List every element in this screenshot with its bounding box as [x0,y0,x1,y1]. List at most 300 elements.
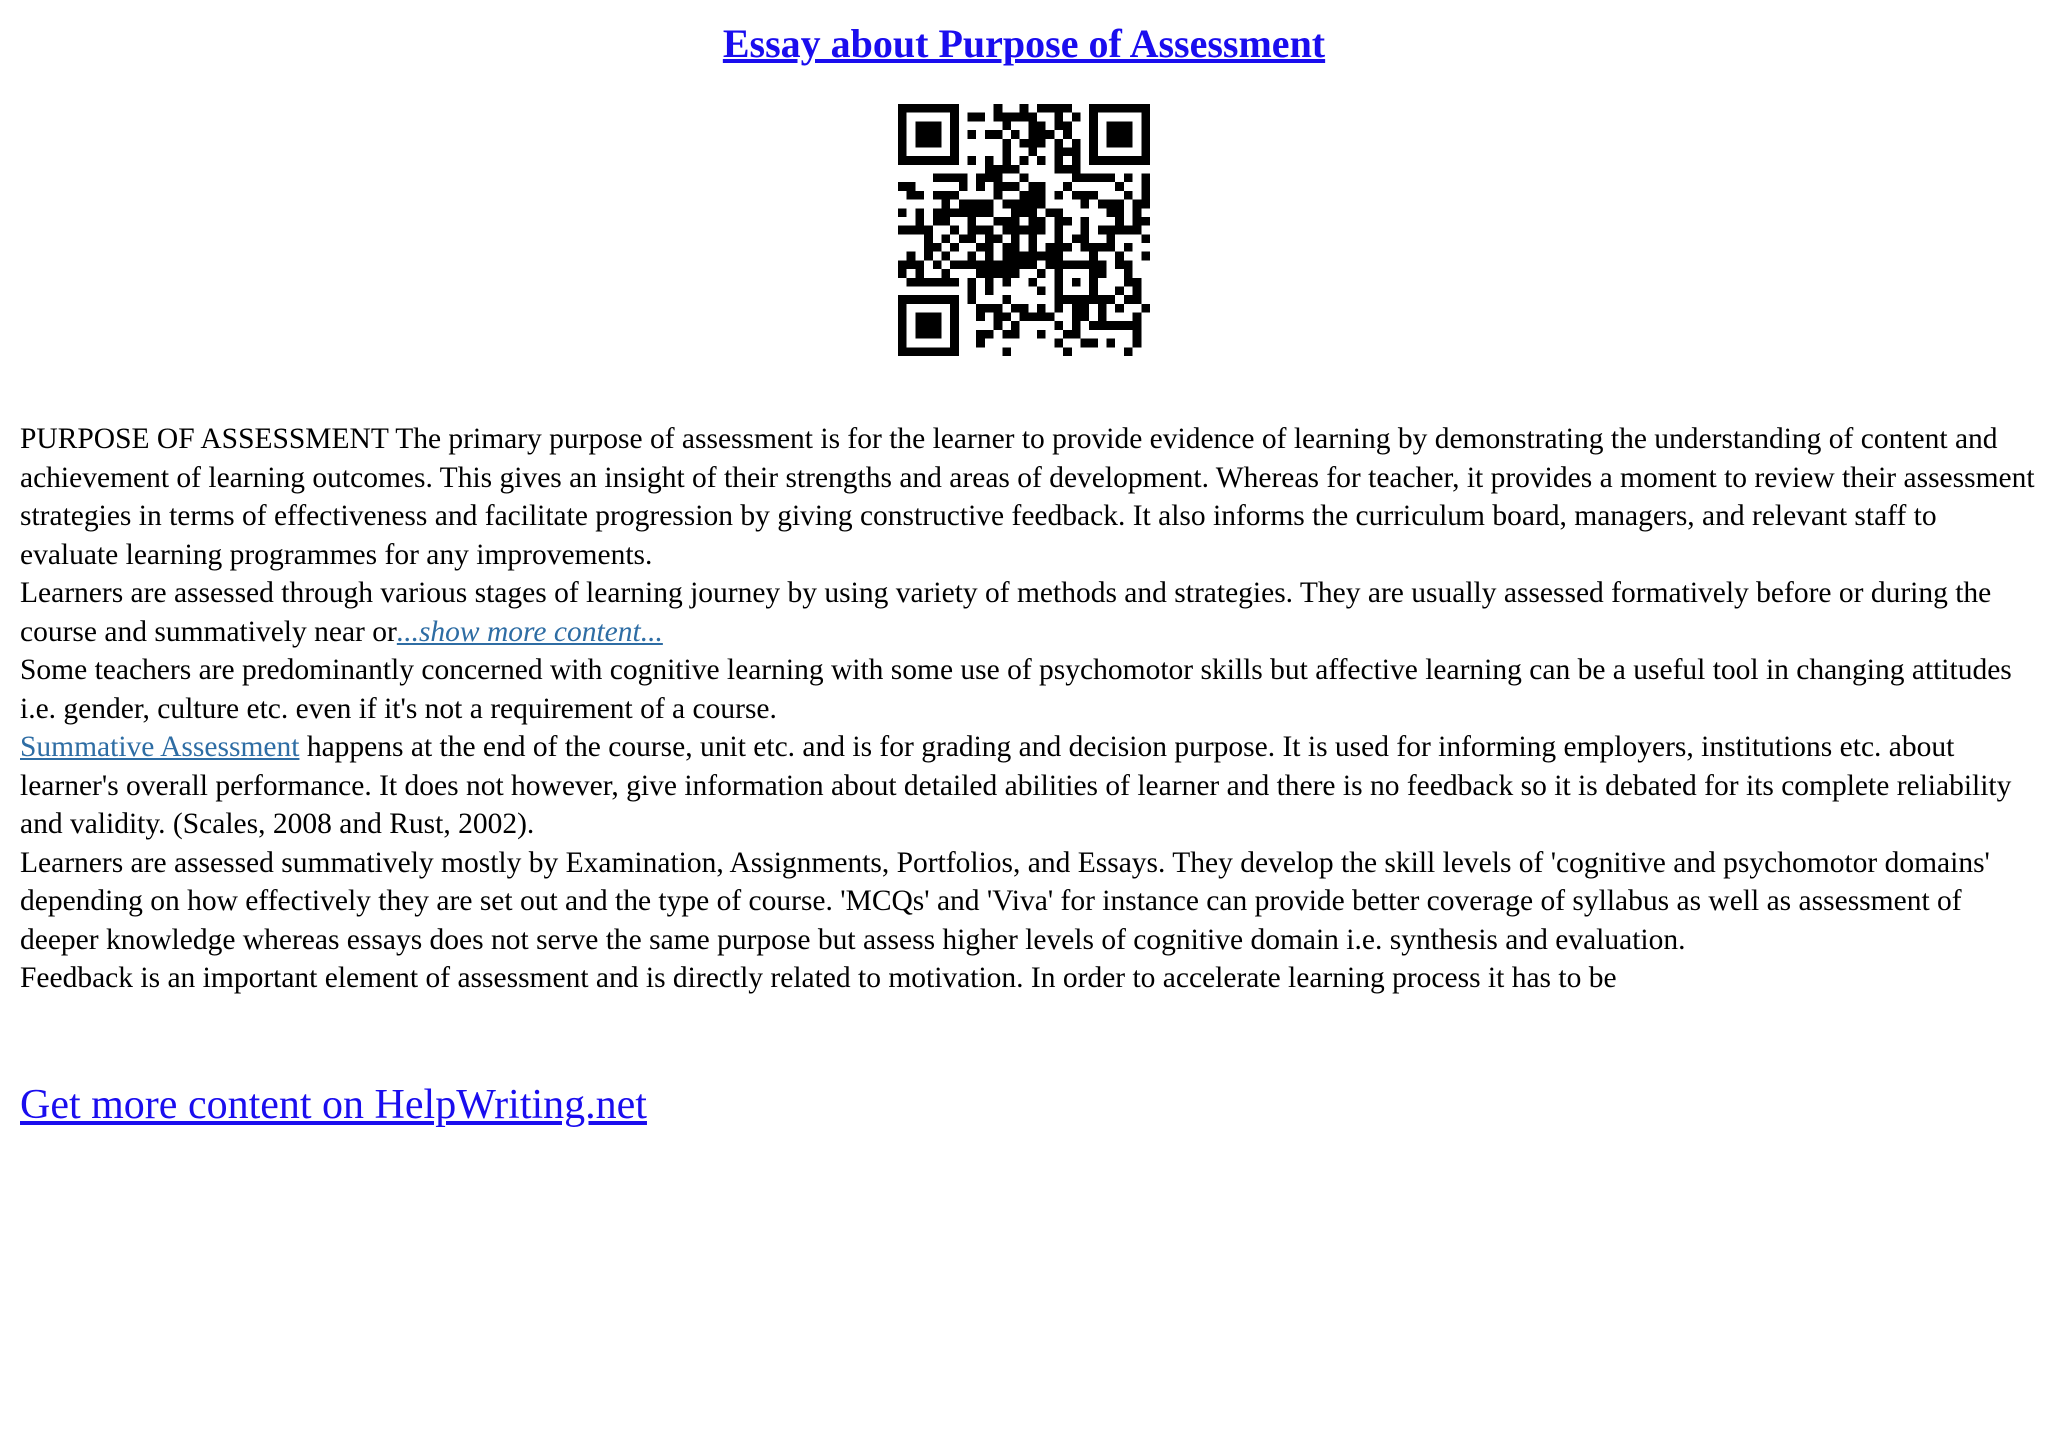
qr-module [1002,295,1011,304]
qr-module [1089,295,1098,304]
qr-module [915,321,924,330]
paragraph-purpose [20,420,2040,574]
qr-module [1072,295,1081,304]
qr-module [1107,104,1116,113]
qr-module [1002,113,1011,122]
qr-module [933,295,942,304]
qr-module [1133,208,1142,217]
qr-module [1133,156,1142,165]
qr-module [1107,156,1116,165]
qr-module [1011,304,1020,313]
qr-module [994,321,1003,330]
qr-module [1141,174,1150,183]
qr-module [1098,321,1107,330]
qr-module [1072,113,1081,122]
qr-module [1028,182,1037,191]
qr-module [898,130,907,139]
qr-module [1002,200,1011,209]
qr-module [994,269,1003,278]
qr-module [1002,243,1011,252]
qr-module [959,208,968,217]
qr-module [1002,226,1011,235]
qr-module [1054,304,1063,313]
qr-module [976,200,985,209]
qr-module [898,260,907,269]
qr-module [994,260,1003,269]
qr-module [1124,139,1133,148]
qr-module [950,347,959,356]
get-more-content-link[interactable]: Get more content on HelpWriting.net [20,1082,647,1128]
qr-module [1037,304,1046,313]
qr-module [933,121,942,130]
qr-module [1020,260,1029,269]
qr-module [1141,147,1150,156]
qr-module [1037,252,1046,261]
qr-module [994,191,1003,200]
qr-module [1002,217,1011,226]
qr-module [950,121,959,130]
qr-module [1020,313,1029,322]
qr-module [1028,121,1037,130]
qr-module [985,174,994,183]
qr-module [941,200,950,209]
qr-module [1037,121,1046,130]
qr-module [1089,156,1098,165]
footer [20,1078,647,1132]
qr-module [1037,200,1046,209]
qr-module [950,147,959,156]
qr-module [985,286,994,295]
qr-module [1020,252,1029,261]
qr-module [1115,104,1124,113]
qr-module [985,260,994,269]
qr-module [1046,252,1055,261]
qr-module [994,304,1003,313]
paragraph-stages [20,574,2040,651]
qr-module [1124,226,1133,235]
qr-module [976,113,985,122]
qr-module [1002,347,1011,356]
show-more-link[interactable]: ...show more content... [396,615,663,648]
qr-module [1089,191,1098,200]
qr-module [950,330,959,339]
qr-module [1054,104,1063,113]
qr-module [941,234,950,243]
qr-module [898,226,907,235]
qr-module [1063,295,1072,304]
qr-module [1141,234,1150,243]
qr-module [994,234,1003,243]
qr-module [1046,313,1055,322]
paragraph-methods [20,844,2040,960]
qr-module [933,139,942,148]
qr-module [1020,174,1029,183]
qr-module [924,139,933,148]
qr-module [1141,121,1150,130]
qr-module [1028,139,1037,148]
paragraph-cognitive [20,651,2040,728]
qr-module [933,191,942,200]
qr-module [1028,130,1037,139]
qr-module [1054,321,1063,330]
qr-module [1011,243,1020,252]
qr-module [1011,130,1020,139]
qr-module [898,104,907,113]
qr-module [1054,278,1063,287]
qr-module [1124,130,1133,139]
qr-module [1141,156,1150,165]
qr-module [994,165,1003,174]
qr-module [933,260,942,269]
qr-module [1107,200,1116,209]
qr-module [1002,313,1011,322]
qr-module [1098,104,1107,113]
qr-module [959,234,968,243]
qr-module [1124,278,1133,287]
qr-module [1124,269,1133,278]
qr-module [1011,321,1020,330]
qr-module [1063,347,1072,356]
qr-module [1072,147,1081,156]
qr-module [1002,278,1011,287]
qr-module [898,156,907,165]
qr-module [1080,191,1089,200]
qr-module [976,304,985,313]
qr-module [1080,217,1089,226]
qr-module [1011,260,1020,269]
qr-module [1063,121,1072,130]
qr-module [1124,174,1133,183]
qr-module [1072,234,1081,243]
qr-module [1115,217,1124,226]
qr-module [1037,182,1046,191]
qr-module [915,104,924,113]
qr-module [950,130,959,139]
qr-module [915,208,924,217]
qr-module [924,121,933,130]
qr-module [1098,269,1107,278]
qr-module [1089,104,1098,113]
qr-module [898,113,907,122]
title-link[interactable]: Essay about Purpose of Assessment [722,21,1326,66]
qr-module [1098,200,1107,209]
qr-module [1133,226,1142,235]
qr-module [950,226,959,235]
qr-module [915,226,924,235]
qr-module [907,104,916,113]
qr-module [1054,208,1063,217]
qr-module [1020,208,1029,217]
qr-module [941,252,950,261]
qr-module [1054,217,1063,226]
qr-module [1072,278,1081,287]
qr-module [1011,217,1020,226]
qr-module [1028,200,1037,209]
qr-module [1107,121,1116,130]
qr-module [1002,121,1011,130]
qr-module [1063,182,1072,191]
qr-module [1115,182,1124,191]
qr-module [1115,121,1124,130]
qr-module [1028,113,1037,122]
qr-module [924,321,933,330]
qr-module [1037,156,1046,165]
qr-module [907,226,916,235]
qr-module [985,304,994,313]
qr-module [1037,286,1046,295]
qr-module [1011,165,1020,174]
qr-module [898,182,907,191]
qr-module [985,269,994,278]
qr-module [1002,330,1011,339]
qr-module [915,260,924,269]
qr-module [1072,313,1081,322]
qr-module [907,182,916,191]
qr-module [907,295,916,304]
qr-module [924,330,933,339]
qr-module [950,313,959,322]
qr-module [1089,260,1098,269]
qr-module [1037,330,1046,339]
qr-module [1054,252,1063,261]
qr-module [1011,113,1020,122]
qr-module [1098,226,1107,235]
qr-module [1054,113,1063,122]
qr-module [968,156,977,165]
qr-module [985,330,994,339]
qr-module [1133,313,1142,322]
qr-module [898,269,907,278]
qr-module [933,313,942,322]
qr-module [1089,147,1098,156]
qr-module [1011,252,1020,261]
qr-module [1133,278,1142,287]
qr-module [1080,226,1089,235]
qr-module [950,208,959,217]
qr-module [915,269,924,278]
qr-module [1002,165,1011,174]
qr-module [1054,165,1063,174]
qr-module [1098,313,1107,322]
qr-module [976,313,985,322]
qr-module [1080,200,1089,209]
qr-module [1020,113,1029,122]
qr-module [1028,217,1037,226]
qr-module [950,113,959,122]
qr-module [924,156,933,165]
page-title [0,18,2048,70]
qr-module [1089,121,1098,130]
qr-module [915,156,924,165]
qr-module [1054,121,1063,130]
qr-module [898,313,907,322]
qr-module [985,226,994,235]
qr-module [1107,208,1116,217]
qr-module [915,130,924,139]
qr-module [907,347,916,356]
qr-module [968,234,977,243]
qr-module [933,174,942,183]
qr-module [924,243,933,252]
qr-module [1020,226,1029,235]
qr-module [1054,286,1063,295]
qr-module [1002,252,1011,261]
qr-module [1115,156,1124,165]
qr-module [933,243,942,252]
qr-module [898,295,907,304]
qr-module [976,269,985,278]
qr-module [1089,278,1098,287]
qr-module [968,226,977,235]
qr-module [968,217,977,226]
qr-module [1080,260,1089,269]
qr-module [1080,313,1089,322]
qr-module [907,278,916,287]
qr-module [1115,130,1124,139]
qr-module [1098,174,1107,183]
qr-module [1115,260,1124,269]
qr-module [924,226,933,235]
qr-module [968,260,977,269]
qr-module [915,191,924,200]
qr-module [933,347,942,356]
qr-module [924,252,933,261]
paragraph-text: Learners are assessed summatively mostly by Examination, Assignments, Portfolios, and Essays. They develop the skill levels of 'cognitive and psychomotor domains' depending on how effectively they are set out and the type of course. 'MCQs' and 'Viva' for instance can provide better coverage of syllabus as well as assessment of deeper knowledge whereas essays does not serve the same purpose but assess higher levels of cognitive domain i.e. synthesis and evaluation. [20,846,1990,956]
qr-module [950,321,959,330]
qr-module [924,130,933,139]
qr-module [968,295,977,304]
qr-module [976,174,985,183]
paragraph-feedback [20,959,2040,998]
qr-module [959,260,968,269]
qr-module [1072,191,1081,200]
qr-module [985,200,994,209]
qr-module [1080,234,1089,243]
qr-module [941,208,950,217]
qr-module [1020,304,1029,313]
qr-module [994,174,1003,183]
qr-module [976,243,985,252]
qr-module [898,121,907,130]
qr-module [1020,139,1029,148]
qr-module [1072,165,1081,174]
qr-module [1054,226,1063,235]
qr-module [1107,243,1116,252]
qr-module [1124,295,1133,304]
paragraph-text: Learners are assessed through various stages of learning journey by using variety of methods and strategies. They are usually assessed formatively before or during the course and summatively near or [20,577,1992,648]
qr-module [1089,174,1098,183]
qr-module [1124,321,1133,330]
qr-module [968,208,977,217]
qr-module [933,156,942,165]
qr-module [1098,260,1107,269]
qr-module [1115,286,1124,295]
qr-module [1133,330,1142,339]
qr-module [898,330,907,339]
qr-module [924,234,933,243]
qr-module [985,252,994,261]
qr-module [985,156,994,165]
qr-module [924,313,933,322]
qr-module [950,295,959,304]
qr-module [898,208,907,217]
paragraph-text: happens at the end of the course, unit etc. and is for grading and decision purpose. It is used for informing employers, institutions etc. about learner's overall performance. It does not however, give information about detailed abilities of learner and there is no feedback so it is debated for its complete reliability and validity. (Scales, 2008 and Rust, 2002). [20,731,2012,840]
qr-module [1141,130,1150,139]
qr-module [1020,200,1029,209]
qr-module [1133,200,1142,209]
qr-module [1063,147,1072,156]
qr-module [1080,174,1089,183]
qr-module [1063,260,1072,269]
qr-module [1133,286,1142,295]
qr-module [1011,182,1020,191]
qr-module [1141,113,1150,122]
qr-module [1002,260,1011,269]
qr-module [1115,139,1124,148]
qr-module [941,269,950,278]
qr-module [950,260,959,269]
qr-module [976,330,985,339]
qr-module [1054,139,1063,148]
qr-module [1115,226,1124,235]
qr-module [950,104,959,113]
qr-module [1046,260,1055,269]
qr-module [898,339,907,348]
qr-module [968,286,977,295]
qr-module [1002,156,1011,165]
qr-module [907,191,916,200]
qr-module [1089,286,1098,295]
qr-module [1115,321,1124,330]
qr-module [898,347,907,356]
qr-module [976,182,985,191]
qr-module [976,260,985,269]
qr-module [1080,243,1089,252]
qr-module [1080,304,1089,313]
qr-module [1054,234,1063,243]
qr-module [1107,321,1116,330]
qr-module [1072,260,1081,269]
qr-module [1037,191,1046,200]
qr-module [941,295,950,304]
qr-module [968,113,977,122]
qr-module [1046,243,1055,252]
qr-module [976,339,985,348]
paragraph-text: Feedback is an important element of assessment and is directly related to motivation. In order to accelerate learning process it has to be [20,962,1617,994]
summative-assessment-link[interactable]: Summative Assessment [20,731,300,763]
qr-module [1046,104,1055,113]
qr-module [1141,217,1150,226]
qr-module [1011,330,1020,339]
qr-module [1141,139,1150,148]
qr-module [1072,174,1081,183]
qr-module [994,104,1003,113]
paragraph-text: Some teachers are predominantly concerned with cognitive learning with some use of psychomotor skills but affective learning can be a useful tool in changing attitudes i.e. gender, culture etc. even if it's not a requirement of a course. [20,654,2012,725]
qr-module [1037,139,1046,148]
qr-module [994,313,1003,322]
qr-module [1089,243,1098,252]
paragraph-summative [20,728,2040,844]
qr-module [1046,130,1055,139]
qr-module [1133,104,1142,113]
qr-module [924,104,933,113]
qr-module [1107,295,1116,304]
qr-module [924,295,933,304]
qr-module [941,217,950,226]
qr-module [1089,130,1098,139]
qr-module [1054,269,1063,278]
qr-module [1107,226,1116,235]
